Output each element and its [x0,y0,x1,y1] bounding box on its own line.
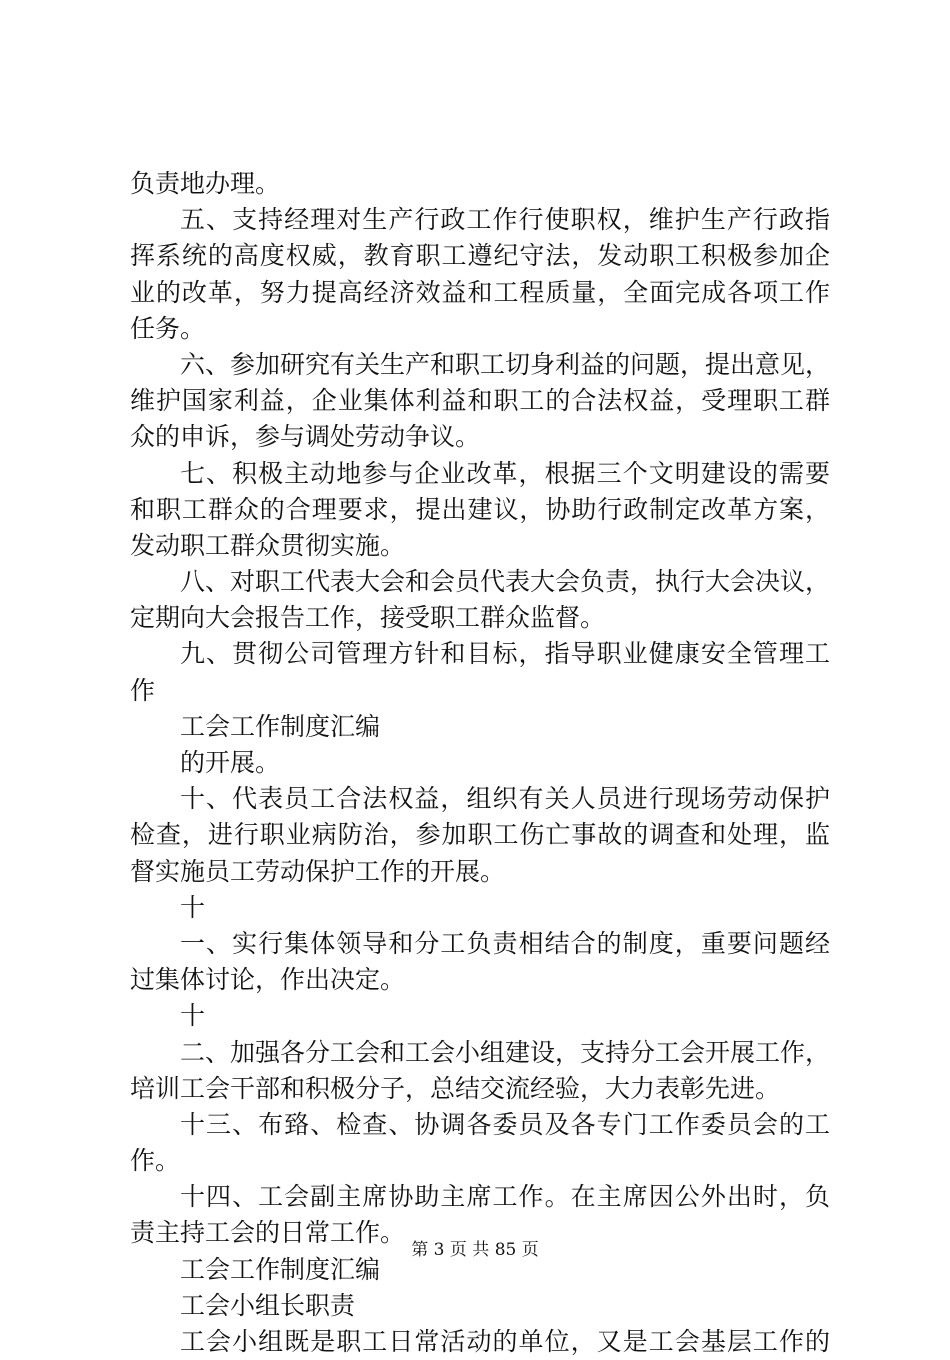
text-line: 八、对职工代表大会和会员代表大会负责，执行大会决议， [180,567,831,597]
text-line: 任务。 [130,313,206,343]
text-line: 检查，进行职业病防治，参加职工伤亡事故的调查和处理，监 [130,820,830,850]
text-line: 维护国家利益，企业集体利益和职工的合法权益，受理职工群 [130,386,830,416]
text-line: 十、代表员工合法权益，组织有关人员进行现场劳动保护 [180,784,830,814]
text-line: 业的改革，努力提高经济效益和工程质量，全面完成各项工作 [130,277,830,307]
text-line: 作 [130,675,156,705]
text-line: 督实施员工劳动保护工作的开展。 [130,856,506,886]
text-line: 一、实行集体领导和分工负责相结合的制度，重要问题经 [180,928,830,958]
page-footer: 第 3 页 共 85 页 [411,1240,539,1260]
text-line: 作。 [130,1146,181,1176]
text-line: 工会工作制度汇编 [180,1254,381,1284]
text-line: 发动职工群众贯彻实施。 [130,530,406,560]
text-line: 十 [180,892,206,922]
text-line: 培训工会干部和积极分子，总结交流经验，大力表彰先进。 [130,1073,781,1103]
text-line: 十 [180,1001,206,1031]
text-line: 工会小组既是职工日常活动的单位，又是工会基层工作的 [180,1327,830,1356]
text-line: 众的申诉，参与调处劳动争议。 [130,422,481,452]
document-body [130,166,830,1360]
text-line: 工会小组长职责 [180,1290,356,1320]
text-line: 工会工作制度汇编 [180,711,381,741]
text-line: 的开展。 [180,748,281,777]
text-line: 负责地办理。 [130,169,281,198]
text-line: 九、贯彻公司管理方针和目标，指导职业健康安全管理工 [180,639,830,669]
text-line: 二、加强各分工会和工会小组建设，支持分工会开展工作， [180,1037,831,1067]
text-line: 十四、工会副主席协助主席工作。在主席因公外出时，负 [180,1182,830,1212]
text-line: 责主持工会的日常工作。 [130,1218,406,1248]
text-line: 五、支持经理对生产行政工作行使职权，维护生产行政指 [180,205,830,235]
text-line: 七、积极主动地参与企业改革，根据三个文明建设的需要 [180,458,830,488]
text-line: 十三、布臵、检查、协调各委员及各专门工作委员会的工 [180,1109,830,1139]
text-line: 和职工群众的合理要求，提出建议，协助行政制定改革方案， [130,494,830,524]
text-line: 定期向大会报告工作，接受职工群众监督。 [130,603,606,633]
text-line: 挥系统的高度权威，教育职工遵纪守法，发动职工积极参加企 [130,241,830,271]
text-line: 六、参加研究有关生产和职工切身利益的问题，提出意见， [180,349,831,379]
text-line: 过集体讨论，作出决定。 [130,965,406,995]
